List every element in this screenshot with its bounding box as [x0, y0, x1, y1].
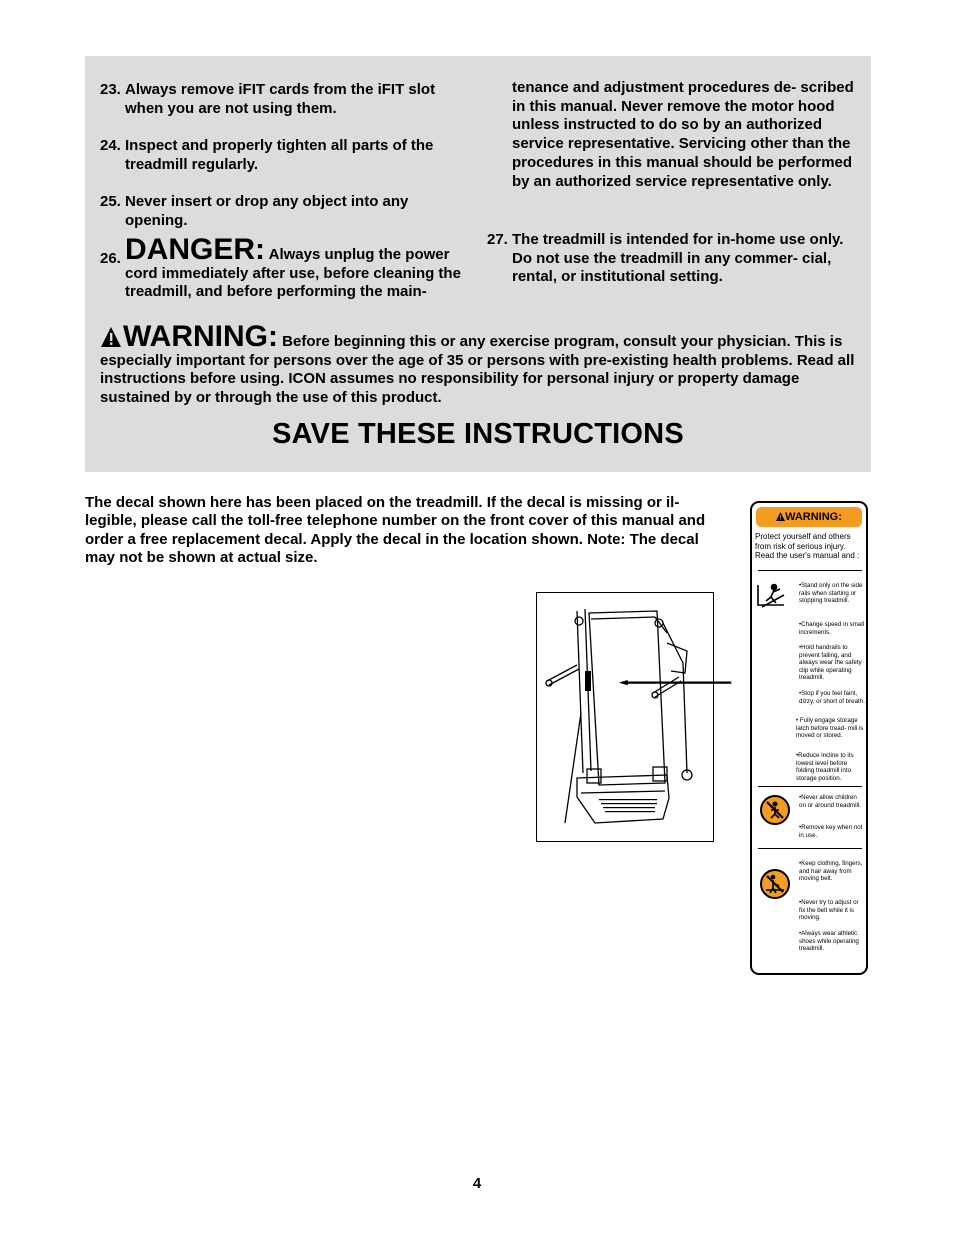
- decal-rule-text: •Change speed in small increments.: [799, 621, 865, 636]
- decal-rule-text: •Stand only on the side rails when starting or stopping treadmill.: [799, 582, 863, 605]
- decal-intro: Protect yourself and others from risk of serious injury. Read the user's manual and :: [755, 532, 860, 560]
- safety-item-27: 27. The treadmill is intended for in-home use only. Do not use the treadmill in any commer- cial, rental, or institutional setting.: [487, 231, 844, 286]
- safety-item-25: 25. Never insert or drop any object into any opening.: [100, 193, 409, 229]
- decal-rule-text: • Fully engage storage latch before tread- mill is moved or stored.: [796, 717, 864, 740]
- decal-rule-text: •Reduce incline to its lowest level before folding treadmill into storage position.: [796, 752, 854, 782]
- decal-rule-text: •Never try to adjust or fix the belt while it is moving.: [799, 899, 859, 922]
- decal-rule-text: •Never allow children on or around treadmill.: [799, 794, 861, 809]
- save-instructions-heading: SAVE THESE INSTRUCTIONS: [272, 418, 684, 450]
- decal-rule-text: •Hold handrails to prevent falling, and always wear the safety clip while operating treadmill.: [799, 644, 862, 682]
- warning-decal: [750, 501, 868, 975]
- warning-triangle-icon: [776, 512, 785, 521]
- decal-rule-text: •Stop if you feel faint, dizzy, or short of breath.: [799, 690, 865, 705]
- no-children-icon: [760, 795, 790, 825]
- safety-item-26-continued: tenance and adjustment procedures de- scribed in this manual. Never remove the motor hood unless instructed to do so by an authorized service representative. Servicing other than the procedures in this manual should be performed by an authorized service representative only.: [512, 79, 854, 190]
- no-hands-near-belt-icon: [760, 869, 790, 899]
- decal-divider: [758, 848, 862, 849]
- warning-label: WARNING:: [123, 320, 278, 353]
- decal-divider: [758, 786, 862, 787]
- decal-divider: [758, 570, 862, 571]
- safety-item-24: 24. Inspect and properly tighten all parts of the treadmill regularly.: [100, 137, 434, 173]
- decal-location-arrow: [600, 680, 750, 686]
- decal-description: The decal shown here has been placed on the treadmill. If the decal is missing or il- legible, please call the toll-free telephone number on the front cover of this manual and order a free replacement decal. Apply the decal in the location shown. Note: The decal may not be shown at actual size.: [85, 494, 706, 567]
- warning-triangle-icon: [100, 326, 122, 348]
- decal-rule-text: •Always wear athletic shoes while operating treadmill.: [799, 930, 859, 953]
- safety-item-23: 23. Always remove iFIT cards from the iFIT slot when you are not using them.: [100, 81, 436, 117]
- treadmill-drawing: [537, 593, 713, 841]
- warning-paragraph: WARNING: Before beginning this or any exercise program, consult your physician. This is especially important for persons over the age of 35 or persons with pre-existing health problems. Read all instructions before using. ICON assumes no responsibility for personal injury or property damage sustained by or through the use of this product.: [100, 320, 855, 407]
- danger-label: DANGER:: [125, 233, 265, 266]
- decal-header: WARNING:: [756, 507, 862, 527]
- page-number: 4: [472, 1175, 482, 1192]
- treadmill-illustration: [536, 592, 714, 842]
- person-on-treadmill-icon: [756, 581, 788, 609]
- safety-item-26: 26. DANGER: Always unplug the power cord immediately after use, before cleaning the treadmill, and before performing the main-: [100, 233, 461, 301]
- decal-rule-text: •Remove key when not in use.: [799, 824, 863, 839]
- decal-rule-text: •Keep clothing, fingers, and hair away from moving belt.: [799, 860, 863, 883]
